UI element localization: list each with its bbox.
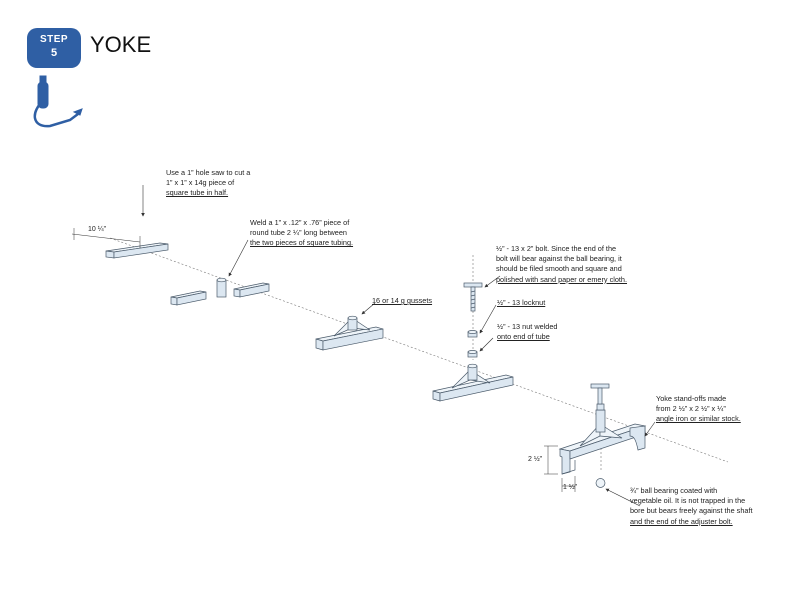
yoke-frame-with-gussets	[316, 316, 383, 350]
callout-line: bore but bears freely against the shaft	[630, 506, 753, 516]
adjuster-bolt	[464, 283, 482, 311]
callout-hole-saw	[166, 168, 250, 199]
callout-locknut	[497, 298, 545, 308]
callout-line: and the end of the adjuster bolt.	[630, 516, 733, 526]
callout-ball-bearing	[630, 486, 753, 527]
callout-line: angle iron or similar stock.	[656, 414, 741, 424]
final-yoke-assembly	[560, 384, 645, 488]
yoke-frame-with-nut	[433, 364, 513, 401]
dimension-tube-length: 10 ¼”	[88, 226, 106, 233]
callout-line: the two pieces of square tubing.	[250, 238, 354, 248]
tube-pieces-with-round-tube	[171, 278, 269, 305]
callout-line: ¾” ball bearing coated with	[630, 486, 718, 495]
callout-line: vegetable oil. It is not trapped in the	[630, 496, 746, 506]
callout-line: 16 or 14 g gussets	[372, 296, 433, 305]
square-tube-half	[106, 243, 168, 258]
callout-line: ½” - 13 locknut	[497, 298, 546, 307]
callout-line: bolt will bear against the ball bearing, it	[496, 254, 622, 264]
callout-line: Use a 1” hole saw to cut a	[166, 168, 251, 177]
callout-line: square tube in half.	[166, 188, 229, 198]
callout-round-tube	[250, 218, 353, 249]
page-title: YOKE	[90, 32, 152, 57]
callout-line: Weld a 1” x .12” x .76” piece of	[250, 218, 350, 227]
callout-line: should be filed smooth and square and	[496, 264, 622, 274]
welding-torch-icon	[35, 76, 82, 126]
dimension-standoff-width: 1 ½”	[563, 484, 578, 491]
step-number: 5	[50, 47, 58, 59]
callout-line: Yoke stand-offs made	[656, 394, 727, 403]
welded-nut	[468, 351, 477, 358]
callout-line: from 2 ½” x 2 ½” x ¼”	[656, 404, 726, 414]
callout-line: ½” - 13 nut welded	[497, 322, 558, 331]
step-label: STEP	[39, 34, 69, 45]
locknut	[468, 331, 477, 338]
callout-nut-welded	[497, 322, 557, 342]
callout-bolt	[496, 244, 627, 285]
callout-line: polished with sand paper or emery cloth.	[496, 274, 628, 284]
callout-gussets	[372, 296, 432, 306]
callout-line: 1” x 1” x 14g piece of	[166, 178, 235, 188]
dimension-standoff-height: 2 ½”	[528, 456, 543, 463]
callout-line: ½” - 13 x 2” bolt. Since the end of the	[496, 244, 617, 253]
callout-line: onto end of tube	[497, 332, 550, 342]
callout-line: round tube 2 ¼” long between	[250, 228, 347, 238]
callout-standoffs	[656, 394, 741, 425]
